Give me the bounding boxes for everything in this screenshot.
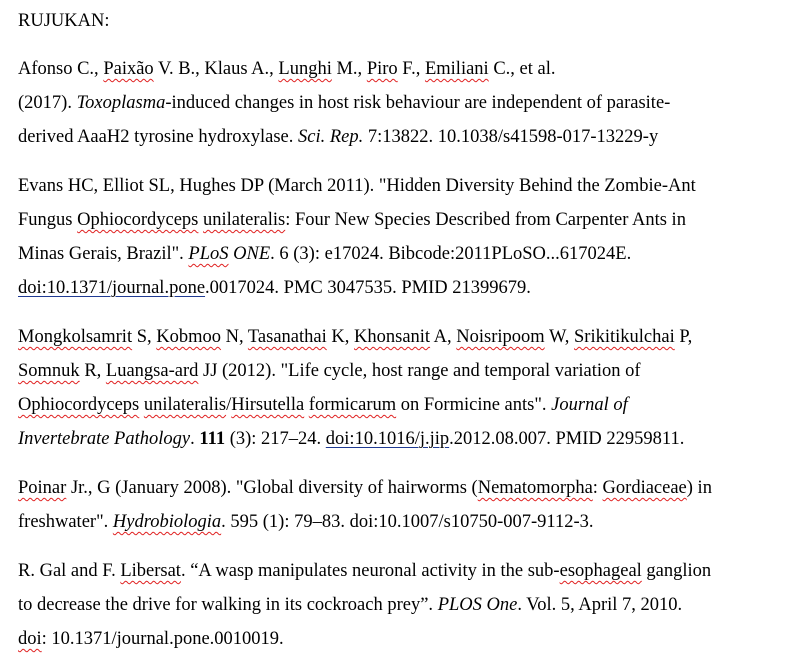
italic-run: Sci. Rep.	[298, 127, 364, 147]
reference-line	[18, 392, 628, 418]
text-run: on Formicine ants".	[396, 395, 552, 415]
reference-line	[18, 241, 631, 267]
text-run: R,	[79, 361, 106, 381]
reference-line	[18, 426, 684, 452]
spellcheck-flagged-word: Poinar	[18, 478, 67, 498]
reference-line	[18, 324, 692, 350]
spellcheck-flagged-word: Somnuk	[18, 361, 80, 381]
text-run: ) in	[686, 478, 712, 498]
doi-link[interactable]: doi:10.1016/j.jip	[325, 429, 450, 449]
text-run: P,	[674, 327, 693, 347]
text-run: -induced changes in host risk behaviour are independent of parasite-	[165, 93, 671, 113]
reference-line	[18, 592, 682, 618]
text-run: 7:13822. 10.1038/s41598-017-13229-y	[363, 127, 659, 147]
spellcheck-flagged-word: Luangsa-ard	[105, 361, 199, 381]
text-run: W,	[544, 327, 574, 347]
italic-run: Toxoplasma	[76, 93, 166, 113]
spellcheck-flagged-word: doi	[18, 629, 42, 649]
reference-line	[18, 626, 284, 652]
reference-line	[18, 509, 594, 535]
reference-line	[18, 90, 670, 116]
text-run: .2012.08.007. PMID 22959811.	[449, 429, 685, 449]
spellcheck-flagged-word: formicarum	[308, 395, 397, 415]
text-run: . Vol. 5, April 7, 2010.	[517, 595, 683, 615]
spellcheck-flagged-word: PLoS	[188, 244, 229, 264]
spellcheck-flagged-word: Srikitikulchai	[574, 327, 675, 347]
spellcheck-flagged-word: Lunghi	[278, 59, 332, 79]
text-run: ganglion	[641, 561, 712, 581]
italic-run: ONE	[228, 244, 271, 264]
text-run: A,	[430, 327, 457, 347]
spellcheck-flagged-word: Kobmoo	[156, 327, 222, 347]
text-run: Evans HC, Elliot SL, Hughes DP (March 2011). "Hidden Diversity Behind the Zombie-Ant	[18, 176, 696, 196]
reference-line	[18, 124, 658, 150]
spellcheck-flagged-word: Mongkolsamrit	[18, 327, 133, 347]
text-run: M.,	[331, 59, 367, 79]
text-run: C., et al.	[488, 59, 556, 79]
spellcheck-flagged-word: Gordiaceae	[602, 478, 687, 498]
spellcheck-flagged-word: Hydrobiologia	[112, 512, 222, 532]
spellcheck-flagged-word: Paixão	[103, 59, 154, 79]
text-run: /	[226, 395, 232, 415]
spellcheck-flagged-word: Ophiocordyceps	[18, 395, 140, 415]
spellcheck-flagged-word: Noisripoom	[456, 327, 545, 347]
reference-line	[18, 275, 531, 301]
spellcheck-flagged-word: unilateralis	[143, 395, 227, 415]
text-run: JJ (2012). "Life cycle, host range and temporal variation of	[198, 361, 641, 381]
spellcheck-flagged-word: Ophiocordyceps	[77, 210, 199, 230]
text-run: . 595 (1): 79–83. doi:10.1007/s10750-007-9112-3.	[221, 512, 594, 532]
text-run: derived AaaH2 tyrosine hydroxylase.	[18, 127, 298, 147]
text-run: N,	[221, 327, 248, 347]
spellcheck-flagged-word: unilateralis	[203, 210, 286, 230]
text-run: freshwater".	[18, 512, 113, 532]
text-run: S,	[132, 327, 157, 347]
text-run: V. B., Klaus A.,	[153, 59, 279, 79]
text-run: . “A wasp manipulates neuronal activity in the sub-	[180, 561, 560, 581]
spellcheck-flagged-word: Hirsutella	[231, 395, 305, 415]
reference-line	[18, 558, 711, 584]
text-run: : 10.1371/journal.pone.0010019.	[41, 629, 284, 649]
reference-line	[18, 173, 696, 199]
text-run: .0017024. PMC 3047535. PMID 21399679.	[205, 278, 531, 298]
spellcheck-flagged-word: Piro	[366, 59, 398, 79]
spellcheck-flagged-word: Tasanathai	[247, 327, 327, 347]
text-run: : Four New Species Described from Carpenter Ants in	[285, 210, 686, 230]
journal-name: Journal of	[551, 395, 628, 415]
spellcheck-flagged-word: Libersat	[120, 561, 181, 581]
text-run: to decrease the drive for walking in its cockroach prey”.	[18, 595, 438, 615]
text-run: .	[190, 429, 200, 449]
text-run: F.,	[397, 59, 425, 79]
text-run: R. Gal and F.	[18, 561, 121, 581]
text-run: Fungus	[18, 210, 78, 230]
page-title: RUJUKAN:	[18, 11, 110, 31]
spellcheck-flagged-word: esophageal	[559, 561, 642, 581]
spellcheck-flagged-word: Khonsanit	[354, 327, 431, 347]
text-run: K,	[326, 327, 355, 347]
spellcheck-flagged-word: Nematomorpha	[477, 478, 593, 498]
text-run: . 6 (3): e17024. Bibcode:2011PLoSO...617024E.	[270, 244, 632, 264]
text-run: Minas Gerais, Brazil".	[18, 244, 189, 264]
volume-number: 111	[199, 429, 226, 449]
reference-line	[18, 358, 641, 384]
journal-name: PLOS One	[437, 595, 518, 615]
reference-line	[18, 475, 712, 501]
text-run: Afonso C.,	[18, 59, 104, 79]
journal-name: Invertebrate Pathology	[18, 429, 191, 449]
doi-link[interactable]: doi:10.1371/journal.pone	[18, 278, 206, 298]
spellcheck-flagged-word: Emiliani	[424, 59, 489, 79]
reference-line	[18, 207, 686, 233]
text-run: Jr., G (January 2008). "Global diversity of hairworms (	[66, 478, 478, 498]
reference-line	[18, 56, 555, 82]
text-run: :	[592, 478, 603, 498]
text-run: (2017).	[18, 93, 77, 113]
text-run: (3): 217–24.	[225, 429, 326, 449]
